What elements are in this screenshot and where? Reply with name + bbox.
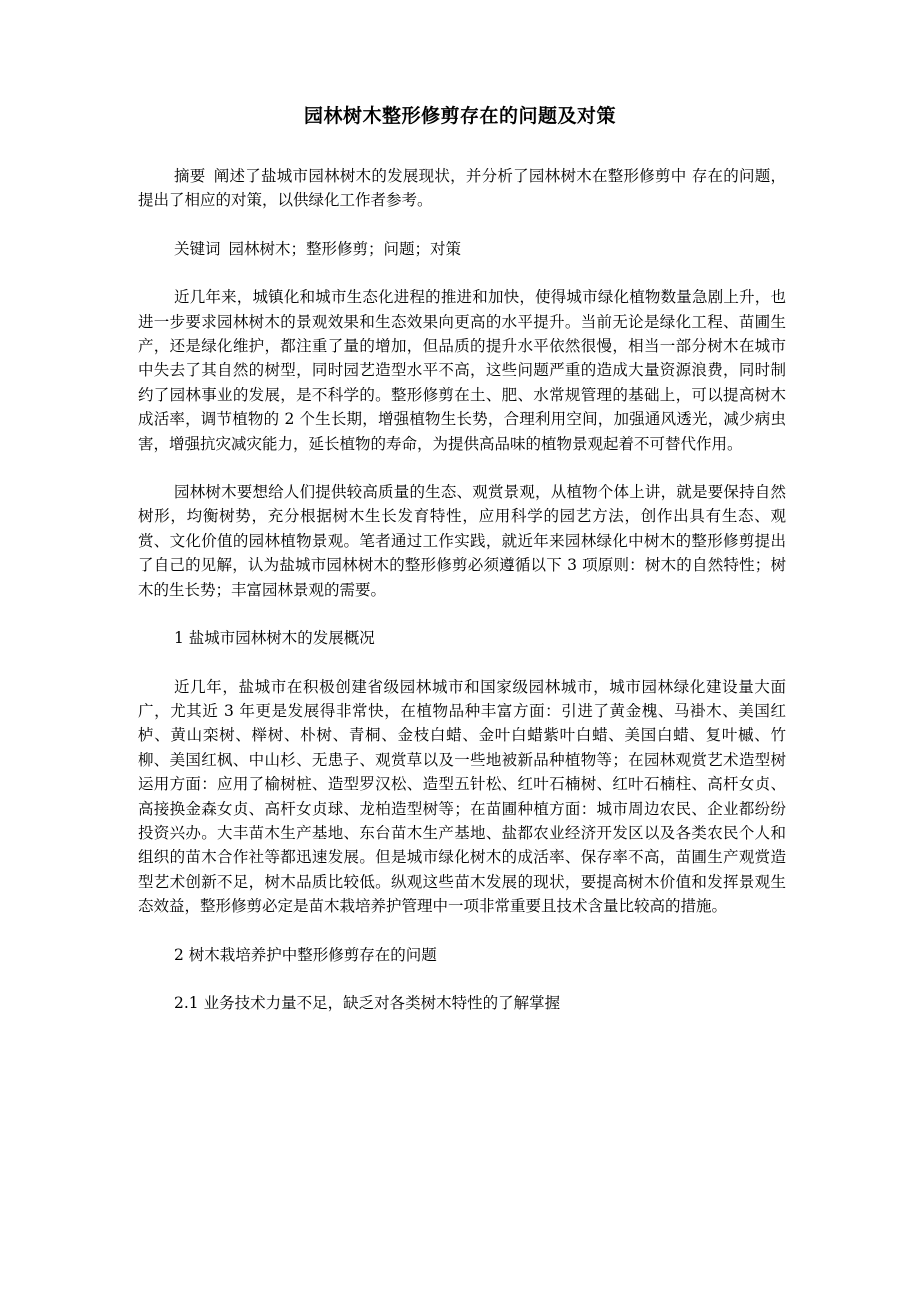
keywords-label: 关键词 <box>174 239 221 258</box>
abstract-label: 摘要 <box>174 167 206 185</box>
body-paragraph-1: 近几年来，城镇化和城市生态化进程的推进和加快，使得城市绿化植物数量急剧上升，也进一步要求园林树木的景观效果和生态效果向更高的水平提升。当前无论是绿化工程、苗圃生产，还是绿化维护，都注重了量的增加，但品质的提升水平依然很慢，相当一部分树木在城市中失去了其自然的树型，同时园艺造型水平不高，这些问题严重的造成大量资源浪费，同时制约了园林事业的发展，是不科学的。整形修剪在土、肥、水常规管理的基础上，可以提高树木成活率，调节植物的 2 个生长期，增强植物生长势，合理利用空间，加强通风透光，减少病虫害，增强抗灾减灾能力，延长植物的寿命，为提供高品味的植物景观起着不可替代作用。 <box>138 288 786 453</box>
body-paragraph-2: 园林树木要想给人们提供较高质量的生态、观赏景观，从植物个体上讲，就是要保持自然树形，均衡树势，充分根据树木生长发育特性，应用科学的园艺方法，创作出具有生态、观赏、文化价值的园林植物景观。笔者通过工作实践，就近年来园林绿化中树木的整形修剪提出了自己的见解，认为盐城市园林树木的整形修剪必须遵循以下 3 项原则：树木的自然特性；树木的生长势；丰富园林景观的需要。 <box>138 483 786 599</box>
section-2-1-heading: 2.1 业务技术力量不足，缺乏对各类树木特性的了解掌握 <box>174 993 561 1012</box>
keywords-paragraph <box>138 237 786 261</box>
document-body <box>138 164 786 1039</box>
section-2-heading: 2 树木栽培养护中整形修剪存在的问题 <box>174 945 437 964</box>
abstract-text: 阐述了盐城市园林树木的发展现状，并分析了园林树木在整形修剪中 存在的问题，提出了相应的对策，以供绿化工作者参考。 <box>138 167 786 210</box>
document-title: 园林树木整形修剪存在的问题及对策 <box>303 105 616 127</box>
keywords-text: 园林树木；整形修剪；问题；对策 <box>228 239 462 258</box>
section-1-paragraph: 近几年，盐城市在积极创建省级园林城市和国家级园林城市，城市园林绿化建设量大面广，尤其近 3 年更是发展得非常快，在植物品种丰富方面：引进了黄金槐、马褂木、美国红栌、黄山栾树、榉树、朴树、青桐、金枝白蜡、金叶白蜡紫叶白蜡、美国白蜡、复叶槭、竹柳、美国红枫、中山杉、无患子、观赏草以及一些地被新品种植物等；在园林观赏艺术造型树运用方面：应用了榆树桩、造型罗汉松、造型五针松、红叶石楠树、红叶石楠柱、高杆女贞、高接换金森女贞、高杆女贞球、龙柏造型树等；在苗圃种植方面：城市周边农民、企业都纷纷投资兴办。大丰苗木生产基地、东台苗木生产基地、盐都农业经济开发区以及各类农民个人和组织的苗木合作社等都迅速发展。但是城市绿化树木的成活率、保存率不高，苗圃生产观赏造型艺术创新不足，树木品质比较低。纵观这些苗木发展的现状，要提高树木价值和发挥景观生态效益，整形修剪必定是苗木栽培养护管理中一项非常重要且技术含量比较高的措施。 <box>138 677 786 916</box>
abstract-paragraph <box>138 164 786 213</box>
section-1-heading: 1 盐城市园林树木的发展概况 <box>174 629 375 648</box>
